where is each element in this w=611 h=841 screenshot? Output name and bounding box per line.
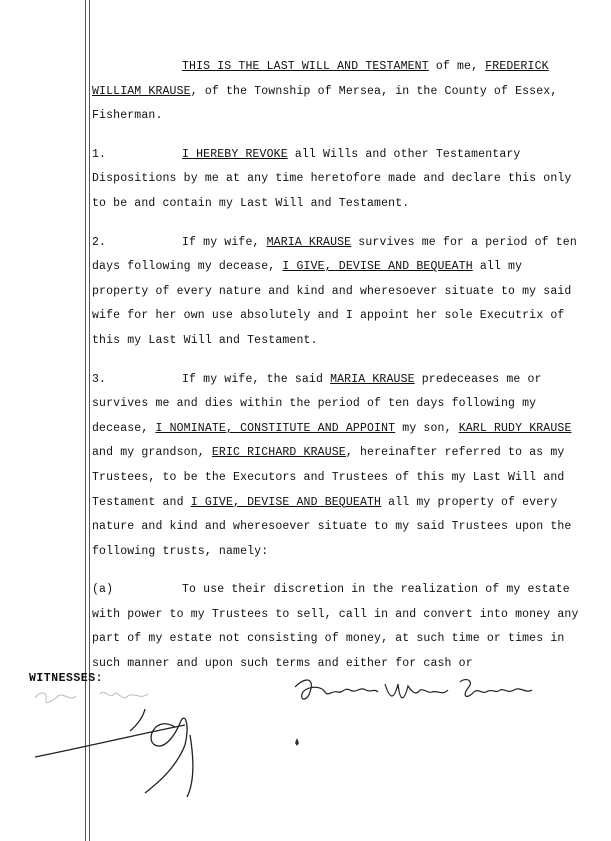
will-heading-phrase: THIS IS THE LAST WILL AND TESTAMENT <box>182 60 429 73</box>
paragraph-3: 3. If my wife, the said MARIA KRAUSE predeceases me or survives me and dies within the period of ten days following my decease, I NOMINATE, CONSTITUTE AND APPOINT my son, KARL RUDY KRAUSE and my grandson, ERIC RICHARD KRAUSE, hereinafter referred to as my Trustees, to be the Executors and Trustees of this my Last Will and Testament and I GIVE, DEVISE AND BEQUEATH all my property of every nature and kind and wheresoever situate to my said Trustees upon the following trusts, namely: <box>92 368 582 565</box>
paragraph-number: 3. <box>92 372 107 386</box>
will-body <box>92 55 582 677</box>
paragraph-number: (a) <box>92 583 114 597</box>
testator-signature <box>290 672 550 712</box>
paragraph-opening: THIS IS THE LAST WILL AND TESTAMENT of me, FREDERICK WILLIAM KRAUSE, of the Township of Mersea, in the County of Essex, Fisherman. <box>92 60 558 123</box>
paragraph-2: 2. If my wife, MARIA KRAUSE survives me for a period of ten days following my decease, I GIVE, DEVISE AND BEQUEATH all my property of every nature and kind and wheresoever situate to my said wife for her own use absolutely and I appoint her sole Executrix of this my Last Will and Testament. <box>92 231 582 354</box>
witness-signature <box>25 695 225 805</box>
paragraph-3a: (a) To use their discretion in the realization of my estate with power to my Trustees to sell, call in and convert into money any part of my estate not consisting of money, at such time or times in such manner and upon such terms and either for cash or <box>92 578 582 676</box>
testator-name: FREDERICK WILLIAM KRAUSE <box>92 60 549 98</box>
paragraph-1: 1. I HEREBY REVOKE all Wills and other Testamentary Dispositions by me at any time heretofore made and declare this only to be and contain my Last Will and Testament. <box>92 143 582 217</box>
paragraph-number: 1. <box>92 147 107 161</box>
witnesses-label: WITNESSES: <box>29 672 104 685</box>
ink-mark <box>292 737 302 747</box>
paragraph-number: 2. <box>92 235 107 249</box>
